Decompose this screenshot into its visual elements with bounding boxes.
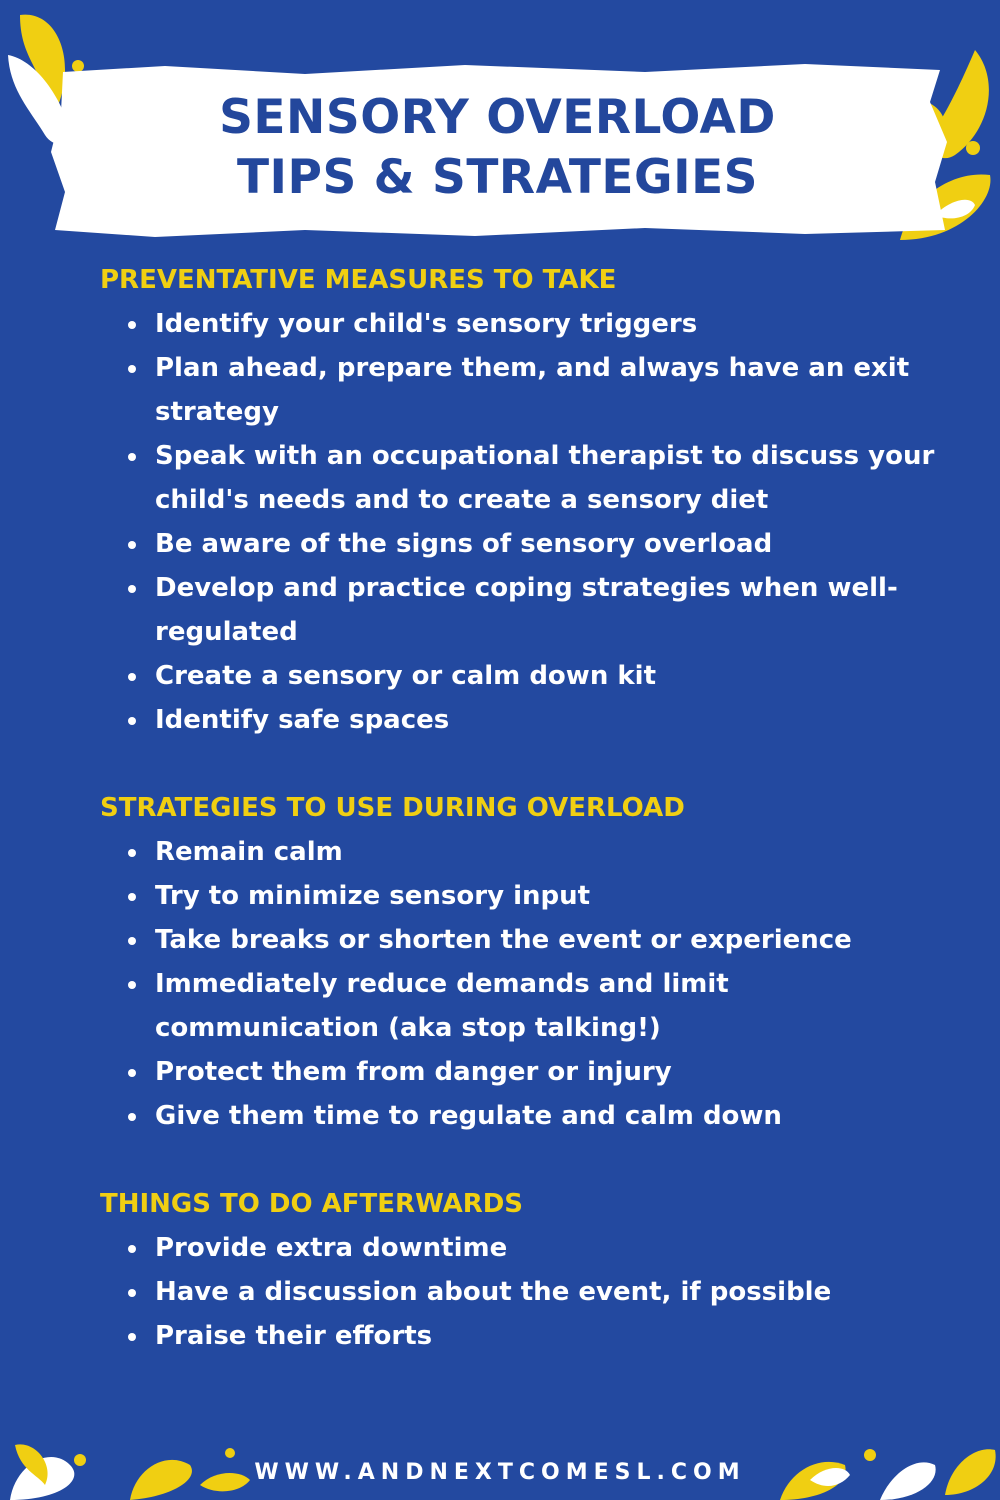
- list-item: Be aware of the signs of sensory overload: [100, 522, 960, 566]
- list-item: Develop and practice coping strategies when well-regulated: [100, 566, 960, 654]
- title-line-1: SENSORY OVERLOAD: [219, 90, 776, 145]
- section-preventative: [100, 258, 960, 742]
- section-during-overload: [100, 786, 960, 1138]
- list-item: Identify your child's sensory triggers: [100, 302, 960, 346]
- list-item: Remain calm: [100, 830, 960, 874]
- bullet-list: [100, 1226, 960, 1358]
- list-item: Praise their efforts: [100, 1314, 960, 1358]
- website-url[interactable]: WWW.ANDNEXTCOMESL.COM: [254, 1460, 746, 1485]
- title-line-2: TIPS & STRATEGIES: [236, 150, 759, 205]
- content: [100, 258, 960, 1402]
- title-banner: [45, 62, 950, 238]
- list-item: Have a discussion about the event, if possible: [100, 1270, 960, 1314]
- section-afterwards: [100, 1182, 960, 1358]
- list-item: Give them time to regulate and calm down: [100, 1094, 960, 1138]
- list-item: Plan ahead, prepare them, and always have an exit strategy: [100, 346, 960, 434]
- section-heading: PREVENTATIVE MEASURES TO TAKE: [100, 265, 617, 295]
- page-title: [45, 88, 950, 208]
- bullet-list: [100, 302, 960, 742]
- list-item: Identify safe spaces: [100, 698, 960, 742]
- section-heading: THINGS TO DO AFTERWARDS: [100, 1189, 524, 1219]
- list-item: Provide extra downtime: [100, 1226, 960, 1270]
- list-item: Take breaks or shorten the event or experience: [100, 918, 960, 962]
- bullet-list: [100, 830, 960, 1138]
- section-heading: STRATEGIES TO USE DURING OVERLOAD: [100, 793, 685, 823]
- list-item: Speak with an occupational therapist to discuss your child's needs and to create a sensory diet: [100, 434, 960, 522]
- list-item: Try to minimize sensory input: [100, 874, 960, 918]
- list-item: Immediately reduce demands and limit communication (aka stop talking!): [100, 962, 960, 1050]
- list-item: Create a sensory or calm down kit: [100, 654, 960, 698]
- list-item: Protect them from danger or injury: [100, 1050, 960, 1094]
